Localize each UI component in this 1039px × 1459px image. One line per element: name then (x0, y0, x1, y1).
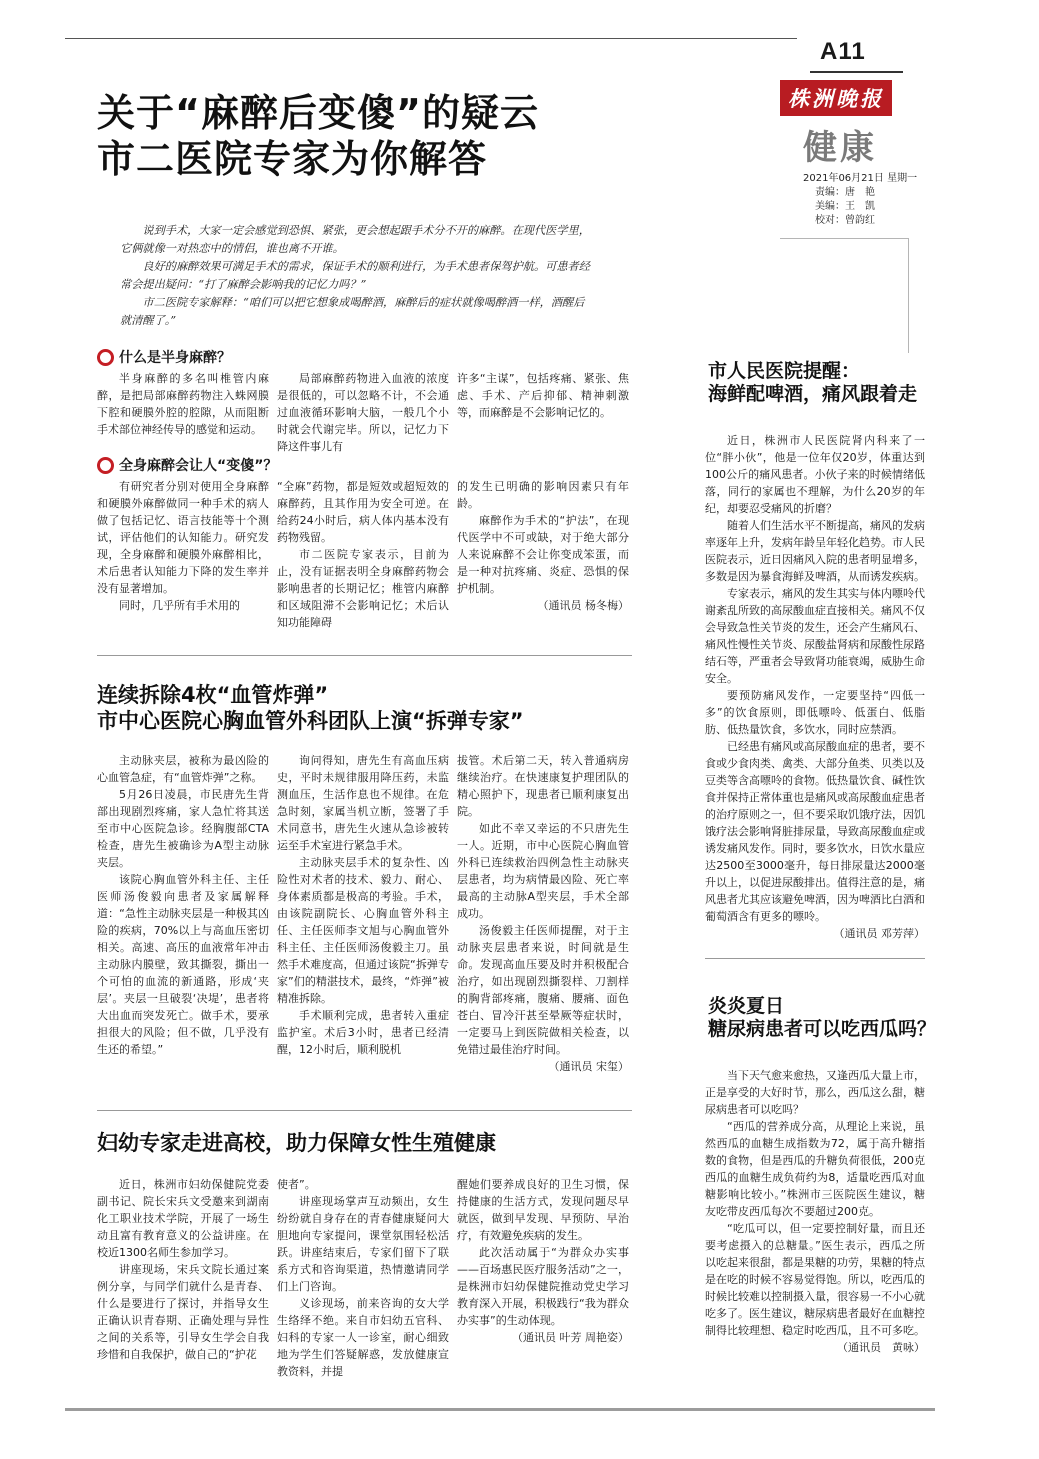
q1-col3 (457, 370, 629, 421)
lead-paragraph: 良好的麻醉效果可满足手术的需求，保证手术的顺利进行，为手术患者保驾护航。可患者经常会提出疑问：“打了麻醉会影响我的记忆力吗？” (120, 260, 590, 291)
byline: （通讯员 宋玺） (548, 1060, 629, 1073)
section-divider (97, 1110, 632, 1111)
article4-body (705, 432, 925, 942)
editor-line: 校对：曾韵红 (815, 215, 875, 226)
article5-headline (708, 995, 936, 1041)
section-name: 健康 (803, 128, 877, 168)
headline-line: 关于“麻醉后变傻”的疑云 (97, 91, 539, 135)
byline: （通讯员 杨冬梅） (537, 599, 629, 612)
section-divider (705, 958, 925, 959)
paragraph: 要预防痛风发作，一定要坚持“四低一多”的饮食原则，即低嘌呤、低蛋白、低脂肪、低热量饮食，多饮水，同时应禁酒。 (705, 689, 925, 736)
byline: （通讯员 叶芳 周艳姿） (512, 1331, 629, 1344)
paragraph: 的发生已明确的影响因素只有年龄。 (457, 480, 629, 510)
paragraph: 有研究者分别对使用全身麻醉和硬膜外麻醉做同一种手术的病人做了包括记忆、语言技能等十个测试，评估他们的认知能力。研究发现，全身麻醉和硬膜外麻醉相比，术后患者认知能力下降的发生率并没有显著增加。 (97, 480, 269, 595)
top-rule-right (810, 71, 903, 73)
section-divider (97, 655, 632, 656)
paragraph: 该院心胸血管外科主任、主任医师汤俊毅向患者及家属解释道：“急性主动脉夹层是一种极其凶险的疾病，70%以上与高血压密切相关。高速、高压的血液常年冲击主动脉内膜壁，致其撕裂，撕出一个可怕的血流的新通路，形成‘夹层’。夹层一旦破裂‘决堤’，患者将大出血而突发死亡。做手术，要承担很大的风险；但不做，几乎没有生还的希望。” (97, 873, 269, 1056)
article3-headline: 妇幼专家走进高校，助力保障女性生殖健康 (97, 1131, 496, 1155)
paragraph: 义诊现场，前来咨询的女大学生络绎不绝。来自市妇幼五官科、妇科的专家一人一诊室，耐心细致地为学生们答疑解惑，发放健康宣教资料，并提 (277, 1297, 449, 1378)
headline-line: 市二医院专家为你解答 (97, 137, 488, 182)
article2-col3 (457, 752, 629, 1075)
paragraph: “西瓜的营养成分高，从理论上来说，虽然西瓜的血糖生成指数为72，属于高升糖指数的食物，但是西瓜的升糖负荷很低，200克西瓜的血糖生成负荷约为8，适量吃西瓜对血糖影响比较小。”株洲市三医院医生建议，糖友吃带皮西瓜每次不要超过200克。 (705, 1120, 925, 1218)
paragraph: “吃瓜可以，但一定要控制好量，而且还要考虑摄入的总糖量。”医生表示，西瓜之所以吃起来很甜，都是果糖的功劳，果糖的特点是在吃的时候不容易觉得饱。所以，吃西瓜的时候比较难以控制摄入量，很容易一不小心就吃多了。医生建议，糖尿病患者最好在血糖控制得比较理想、稳定时吃西瓜，且不可多吃。 (705, 1222, 925, 1337)
subheading-text: 全身麻醉会让人“变傻”？ (119, 458, 278, 474)
q2-col2 (277, 478, 449, 631)
byline: （通讯员 黄咏） (837, 1341, 925, 1354)
paragraph: 如此不幸又幸运的不只唐先生一人。近期，市中心医院心胸血管外科已连续救治四例急性主动脉夹层患者，均为病情最凶险、死亡率最高的主动脉A型夹层，手术全部成功。 (457, 822, 629, 920)
paragraph: 讲座现场，宋兵文院长通过案例分享，与同学们就什么是青春、什么是要进行了探讨，并指导女生正确认识青春期、正确处理与异性之间的关系等，引导女生学会自我珍惜和自我保护，做自己的“护花 (97, 1263, 269, 1361)
q1-subheading (97, 347, 231, 367)
headline-line: 糖尿病患者可以吃西瓜吗？ (708, 1018, 937, 1041)
article5-body (705, 1067, 925, 1356)
paragraph: 当下天气愈来愈热，又逢西瓜大量上市，正是享受的大好时节，那么，西瓜这么甜，糖尿病患者可以吃吗？ (705, 1069, 925, 1116)
editor-line: 责编：唐 艳 (815, 187, 875, 198)
paragraph: 许多“主谋”，包括疼痛、紧张、焦虑、手术、产后抑郁、精神刺激等，而麻醉是不会影响记忆的。 (457, 372, 629, 419)
paragraph: 使者”。 (277, 1178, 316, 1191)
page-number: A11 (820, 38, 866, 65)
article3-col3 (457, 1176, 629, 1346)
top-rule (65, 38, 797, 39)
issue-meta (803, 172, 917, 228)
meta-vertical-rule (908, 238, 909, 353)
article2-col1 (97, 752, 269, 1058)
article2-col2 (277, 752, 449, 1058)
headline-line: 连续拆除4枚“血管炸弹” (97, 683, 329, 707)
paragraph: 已经患有痛风或高尿酸血症的患者，要不食或少食肉类、禽类、大部分鱼类、贝类以及豆类等含高嘌呤的食物。低热量饮食、碱性饮食并保持正常体重也是痛风或高尿酸血症患者的治疗原则之一，但不要采取饥饿疗法，因饥饿疗法会影响肾脏排尿量，导致高尿酸血症或诱发痛风发作。同时，要多饮水，日饮水量应达2500至3000毫升，每日排尿量达2000毫升以上，以促进尿酸排出。值得注意的是，痛风患者尤其应该避免啤酒，因为啤酒比白酒和葡萄酒含有更多的嘌呤。 (705, 740, 925, 923)
circle-bullet-icon (97, 349, 114, 366)
q1-col1 (97, 370, 269, 438)
lead-paragraph: 说到手术，大家一定会感觉到恐惧、紧张，更会想起跟手术分不开的麻醉。在现代医学里，它俩就像一对热恋中的情侣，谁也离不开谁。 (120, 224, 590, 255)
paragraph: 手术顺利完成，患者转入重症监护室。术后3小时，患者已经清醒，12小时后，顺利脱机 (277, 1009, 449, 1056)
paragraph: 专家表示，痛风的发生其实与体内嘌呤代谢紊乱所致的高尿酸血症直接相关。痛风不仅会导致急性关节炎的发生，还会产生痛风石、痛风性慢性关节炎、尿酸盐肾病和尿酸性尿路结石等，严重者会导致肾功能衰竭，威胁生命安全。 (705, 587, 925, 685)
paragraph: “全麻”药物，都是短效或超短效的麻醉药，且其作用为安全可逆。在给药24小时后，病人体内基本没有药物残留。 (277, 480, 449, 544)
q1-col2 (277, 370, 449, 455)
issue-date: 2021年06月21日 星期一 (803, 173, 918, 184)
circle-bullet-icon (97, 457, 114, 474)
paragraph: 局部麻醉药物进入血液的浓度是很低的，可以忽略不计，不会通过血液循环影响大脑，一般几个小时就会代谢完毕。所以，记忆力下降这件事儿有 (277, 372, 449, 453)
paragraph: 询问得知，唐先生有高血压病史，平时未规律服用降压药，未监测血压，生活作息也不规律。在危急时刻，家属当机立断，签署了手术同意书，唐先生火速从急诊被转运至手术室进行紧急手术。 (277, 754, 449, 852)
article2-headline (97, 683, 524, 734)
paragraph: 主动脉夹层手术的复杂性、凶险性对术者的技术、毅力、耐心、身体素质都是极高的考验。手术，由该院副院长、心胸血管外科主任、主任医师李文旭与心胸血管外科主任、主任医师汤俊毅主刀。虽然手术难度高，但通过该院“拆弹专家”们的精湛技术，最终，“炸弹”被精准拆除。 (277, 856, 449, 1005)
paragraph: 麻醉作为手术的“护法”，在现代医学中不可或缺，对于绝大部分人来说麻醉不会让你变成笨蛋，而是一种对抗疼痛、炎症、恐惧的保护机制。 (457, 514, 629, 595)
paragraph: 拔管。术后第二天，转入普通病房继续治疗。在快速康复护理团队的精心照护下，现患者已顺利康复出院。 (457, 754, 629, 818)
bottom-rule (65, 1408, 935, 1411)
lead-paragraph: 市二医院专家解释：“咱们可以把它想象成喝醉酒，麻醉后的症状就像喝醉酒一样，酒醒后就清醒了。” (120, 296, 585, 327)
headline-line: 炎炎夏日 (708, 995, 785, 1017)
q2-col3 (457, 478, 629, 614)
article4-headline (708, 360, 917, 406)
newspaper-logo: 株洲晚报 (780, 80, 892, 116)
byline: （通讯员 邓芳萍） (833, 927, 925, 940)
article1-headline (97, 90, 539, 183)
paragraph: 半身麻醉的多名叫椎管内麻醉，是把局部麻醉药物注入蛛网膜下腔和硬膜外腔的腔隙，从而阻断手术部位神经传导的感觉和运动。 (97, 372, 269, 436)
editor-line: 美编：王 凯 (815, 201, 875, 212)
paragraph: 市二医院专家表示，目前为止，没有证据表明全身麻醉药物会影响患者的长期记忆；椎管内麻醉和区域阻滞不会影响记忆；术后认知功能障碍 (277, 548, 449, 629)
paragraph: 同时，几乎所有手术用的 (119, 599, 240, 612)
headline-line: 市中心医院心胸血管外科团队上演“拆弹专家” (97, 708, 524, 733)
paragraph: 近日，株洲市人民医院肾内科来了一位“胖小伙”，他是一位年仅20岁，体重达到100公斤的痛风患者。小伙子来的时候情绪低落，同行的家属也不理解，为什么20岁的年纪，却要忍受痛风的折磨？ (705, 434, 925, 515)
q2-subheading (97, 455, 277, 475)
meta-rule (780, 238, 908, 239)
q2-col1 (97, 478, 269, 614)
paragraph: 近日，株洲市妇幼保健院党委副书记、院长宋兵文受邀来到湖南化工职业技术学院，开展了一场生动且富有教育意义的公益讲座。在校近1300名师生参加学习。 (97, 1178, 269, 1259)
paragraph: 主动脉夹层，被称为最凶险的心血管急症，有“血管炸弹”之称。 (97, 754, 269, 784)
paragraph: 讲座现场掌声互动频出，女生纷纷就自身存在的青春健康疑问大胆地向专家提问，课堂氛围轻松活跃。讲座结束后，专家们留下了联系方式和咨询渠道，热情邀请同学们上门咨询。 (277, 1195, 449, 1293)
paragraph: 此次活动属于“为群众办实事——百场惠民医疗服务活动”之一，是株洲市妇幼保健院推动党史学习教育深入开展，积极践行“我为群众办实事”的生动体现。 (457, 1246, 629, 1327)
paragraph: 汤俊毅主任医师提醒，对于主动脉夹层患者来说，时间就是生命。发现高血压要及时并积极配合治疗，如出现剧烈撕裂样、刀割样的胸背部疼痛，腹痛、腰痛、面色苍白、冒冷汗甚至晕厥等症状时，一定要马上到医院做相关检查，以免错过最佳治疗时间。 (457, 924, 629, 1056)
paragraph: 随着人们生活水平不断提高，痛风的发病率逐年上升，发病年龄呈年轻化趋势。市人民医院表示，近日因痛风入院的患者明显增多，多数是因为暴食海鲜及啤酒，从而诱发疾病。 (705, 519, 925, 583)
subheading-text: 什么是半身麻醉？ (119, 350, 231, 366)
headline-line: 市人民医院提醒： (708, 360, 861, 382)
article3-col2 (277, 1176, 449, 1380)
paragraph: 醒她们要养成良好的卫生习惯，保持健康的生活方式，发现问题尽早就医，做到早发现、早预防、早治疗，有效避免疾病的发生。 (457, 1178, 629, 1242)
headline-line: 海鲜配啤酒，痛风跟着走 (708, 383, 918, 406)
article3-col1 (97, 1176, 269, 1363)
article1-lead (120, 222, 590, 330)
paragraph: 5月26日凌晨，市民唐先生背部出现剧烈疼痛，家人急忙将其送至市中心医院急诊。经胸腹部CTA检查，唐先生被确诊为A型主动脉夹层。 (97, 788, 269, 869)
